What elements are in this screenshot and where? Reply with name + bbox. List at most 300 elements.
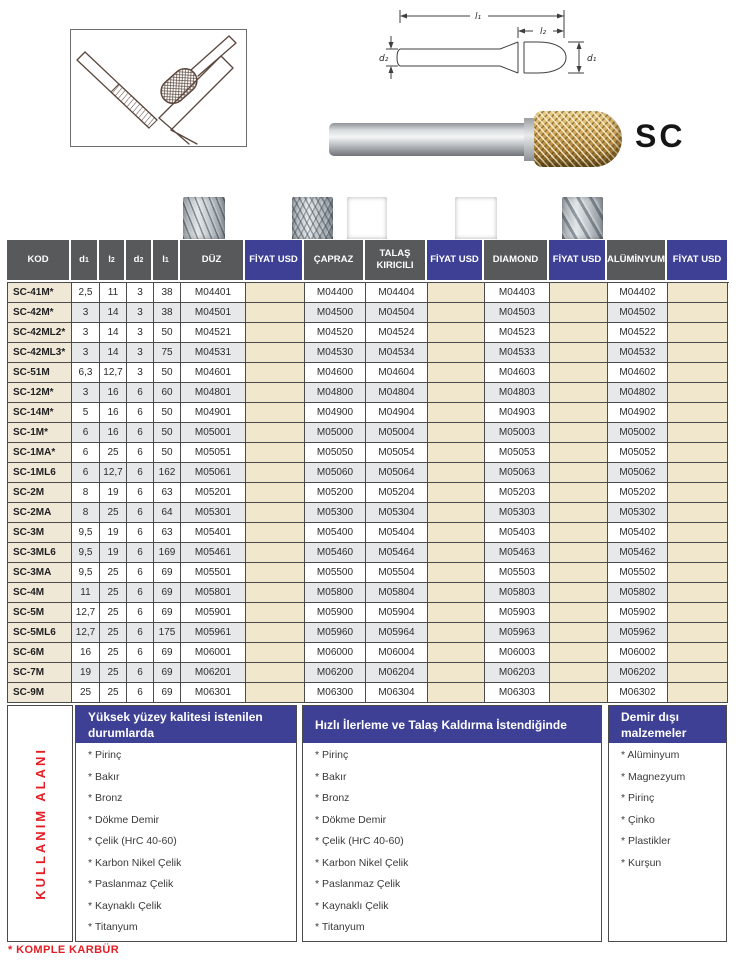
cell-fiyat-aluminyum [668, 623, 728, 643]
cell-talas-kiricili: M04604 [366, 363, 428, 383]
cell-capraz: M05460 [305, 543, 366, 563]
cell-fiyat-diamond [550, 663, 608, 683]
usage-item: * Dökme Demir [88, 813, 160, 826]
cell-talas-kiricili: M04404 [366, 283, 428, 303]
cell-duz: M05061 [181, 463, 246, 483]
cell-diamond: M05203 [485, 483, 550, 503]
cell-d1: 3 [72, 343, 100, 363]
cell-d2: 6 [127, 663, 154, 683]
cell-diamond: M05963 [485, 623, 550, 643]
dim-label-l2: l₂ [539, 27, 547, 37]
cell-fiyat-duz [246, 623, 305, 643]
cell-talas-kiricili: M05804 [366, 583, 428, 603]
cell-fiyat-duz [246, 363, 305, 383]
diamond-cut-photo [455, 197, 497, 239]
column-header-capraz: ÇAPRAZ [304, 240, 365, 280]
cell-talas-kiricili: M04804 [366, 383, 428, 403]
cell-diamond: M04903 [485, 403, 550, 423]
cell-aluminyum: M05902 [608, 603, 668, 623]
cell-fiyat-duz [246, 463, 305, 483]
cell-fiyat-duz [246, 583, 305, 603]
cell-kod: SC-7M [8, 663, 72, 683]
cell-diamond: M05403 [485, 523, 550, 543]
cell-l2: 12,7 [100, 463, 127, 483]
cell-fiyat-aluminyum [668, 563, 728, 583]
cell-l1: 63 [154, 523, 181, 543]
usage-item: * Paslanmaz Çelik [88, 878, 174, 890]
usage-item: * Çinko [621, 813, 655, 826]
cell-talas-kiricili: M05204 [366, 483, 428, 503]
cell-aluminyum: M05802 [608, 583, 668, 603]
cell-d2: 6 [127, 603, 154, 623]
cell-fiyat-diamond [550, 463, 608, 483]
cell-fiyat-aluminyum [668, 383, 728, 403]
cell-fiyat-diamond [550, 363, 608, 383]
cell-l1: 63 [154, 483, 181, 503]
usage-column-title: Yüksek yüzey kalitesi istenilen durumlarda [76, 706, 296, 743]
footnote: * KOMPLE KARBÜR [8, 944, 120, 956]
cell-diamond: M04803 [485, 383, 550, 403]
cell-duz: M04501 [181, 303, 246, 323]
cell-kod: SC-2MA [8, 503, 72, 523]
column-header-aluminyum: ALÜMİNYUM [607, 240, 667, 280]
cell-fiyat-duz [246, 283, 305, 303]
product-table [7, 240, 729, 703]
usage-item: * Kaynaklı Çelik [88, 899, 162, 912]
cell-fiyat-diamond [550, 323, 608, 343]
cell-d1: 3 [72, 383, 100, 403]
talas-kiricili-cut-photo [347, 197, 387, 239]
cell-fiyat-capraz [428, 303, 485, 323]
usage-item: * Çelik (HrC 40-60) [315, 835, 404, 847]
cell-talas-kiricili: M05964 [366, 623, 428, 643]
cell-kod: SC-3MA [8, 563, 72, 583]
cell-fiyat-diamond [550, 303, 608, 323]
cell-d2: 6 [127, 483, 154, 503]
cell-d1: 2,5 [72, 283, 100, 303]
cell-duz: M04401 [181, 283, 246, 303]
usage-column-fast-removal [302, 705, 602, 942]
cell-aluminyum: M04802 [608, 383, 668, 403]
cell-duz: M06201 [181, 663, 246, 683]
cell-aluminyum: M06302 [608, 683, 668, 703]
cell-fiyat-aluminyum [668, 423, 728, 443]
cell-duz: M05901 [181, 603, 246, 623]
cell-fiyat-aluminyum [668, 483, 728, 503]
cell-fiyat-diamond [550, 523, 608, 543]
cell-aluminyum: M04902 [608, 403, 668, 423]
cell-duz: M04801 [181, 383, 246, 403]
usage-item: * Bakır [315, 770, 347, 783]
cell-fiyat-diamond [550, 543, 608, 563]
cell-d1: 3 [72, 323, 100, 343]
cell-capraz: M05960 [305, 623, 366, 643]
cell-capraz: M04500 [305, 303, 366, 323]
cell-diamond: M05803 [485, 583, 550, 603]
cell-fiyat-duz [246, 523, 305, 543]
usage-column-title: Hızlı İlerleme ve Talaş Kaldırma İstendiğinde [303, 706, 601, 743]
cell-kod: SC-1ML6 [8, 463, 72, 483]
cell-fiyat-diamond [550, 643, 608, 663]
usage-item: * Karbon Nikel Çelik [88, 856, 182, 869]
cell-d1: 25 [72, 683, 100, 703]
cell-d1: 6 [72, 423, 100, 443]
cell-duz: M05001 [181, 423, 246, 443]
cell-capraz: M05400 [305, 523, 366, 543]
column-header-l2: l 2 [99, 240, 126, 280]
cell-kod: SC-42ML2* [8, 323, 72, 343]
cell-d2: 6 [127, 443, 154, 463]
cell-talas-kiricili: M06004 [366, 643, 428, 663]
cell-d2: 6 [127, 543, 154, 563]
cell-d2: 3 [127, 343, 154, 363]
usage-column-title: Demir dışı malzemeler [609, 706, 726, 743]
cell-aluminyum: M06002 [608, 643, 668, 663]
usage-list [303, 743, 601, 934]
cell-d2: 3 [127, 363, 154, 383]
cell-fiyat-duz [246, 423, 305, 443]
cell-fiyat-aluminyum [668, 523, 728, 543]
column-header-fiyat-duz: FİYAT USD [245, 240, 304, 280]
cell-diamond: M04503 [485, 303, 550, 323]
cell-fiyat-capraz [428, 383, 485, 403]
cell-diamond: M04523 [485, 323, 550, 343]
cell-talas-kiricili: M04904 [366, 403, 428, 423]
cell-d2: 3 [127, 303, 154, 323]
cell-aluminyum: M04532 [608, 343, 668, 363]
cell-l1: 169 [154, 543, 181, 563]
cell-kod: SC-42M* [8, 303, 72, 323]
cell-aluminyum: M05202 [608, 483, 668, 503]
cell-capraz: M04600 [305, 363, 366, 383]
cell-fiyat-duz [246, 603, 305, 623]
cell-d2: 6 [127, 403, 154, 423]
cell-d1: 6,3 [72, 363, 100, 383]
cell-fiyat-diamond [550, 683, 608, 703]
cell-l2: 14 [100, 343, 127, 363]
cell-kod: SC-3M [8, 523, 72, 543]
cell-fiyat-capraz [428, 463, 485, 483]
cell-fiyat-diamond [550, 383, 608, 403]
cell-d2: 6 [127, 523, 154, 543]
usage-column-surface-quality [75, 705, 297, 942]
cell-capraz: M05300 [305, 503, 366, 523]
cell-talas-kiricili: M05054 [366, 443, 428, 463]
cell-l1: 69 [154, 603, 181, 623]
cell-fiyat-diamond [550, 423, 608, 443]
cell-d1: 6 [72, 463, 100, 483]
product-code-label: SC [635, 118, 686, 154]
cell-d2: 6 [127, 423, 154, 443]
table-body [7, 282, 729, 703]
cell-d1: 16 [72, 643, 100, 663]
dim-label-d2: d₂ [379, 54, 389, 64]
cell-aluminyum: M05302 [608, 503, 668, 523]
cell-d1: 19 [72, 663, 100, 683]
cell-fiyat-diamond [550, 583, 608, 603]
cell-fiyat-capraz [428, 343, 485, 363]
column-header-fiyat-diamond: FİYAT USD [549, 240, 607, 280]
column-header-duz: DÜZ [180, 240, 245, 280]
cell-aluminyum: M05462 [608, 543, 668, 563]
cell-capraz: M04520 [305, 323, 366, 343]
cell-aluminyum: M06202 [608, 663, 668, 683]
cell-l1: 60 [154, 383, 181, 403]
table-header-row [7, 240, 729, 280]
cell-diamond: M06203 [485, 663, 550, 683]
cell-fiyat-diamond [550, 443, 608, 463]
usage-item: * Pirinç [621, 792, 655, 804]
cell-l1: 69 [154, 563, 181, 583]
cell-fiyat-aluminyum [668, 343, 728, 363]
cell-fiyat-aluminyum [668, 283, 728, 303]
cell-capraz: M05500 [305, 563, 366, 583]
column-header-fiyat-aluminyum: FİYAT USD [667, 240, 727, 280]
cell-fiyat-aluminyum [668, 683, 728, 703]
cell-d1: 11 [72, 583, 100, 603]
cell-l1: 38 [154, 283, 181, 303]
usage-column-non-ferrous [608, 705, 727, 942]
cell-d1: 8 [72, 483, 100, 503]
cell-fiyat-capraz [428, 643, 485, 663]
cell-diamond: M04403 [485, 283, 550, 303]
cell-d2: 3 [127, 323, 154, 343]
cell-diamond: M04533 [485, 343, 550, 363]
cell-duz: M04521 [181, 323, 246, 343]
cell-fiyat-duz [246, 343, 305, 363]
cell-fiyat-capraz [428, 363, 485, 383]
cell-d1: 9,5 [72, 543, 100, 563]
usage-item: * Karbon Nikel Çelik [315, 856, 409, 869]
cell-d1: 12,7 [72, 603, 100, 623]
cell-d2: 3 [127, 283, 154, 303]
cell-d1: 3 [72, 303, 100, 323]
cell-fiyat-capraz [428, 683, 485, 703]
cell-talas-kiricili: M04534 [366, 343, 428, 363]
cell-diamond: M04603 [485, 363, 550, 383]
cell-l1: 38 [154, 303, 181, 323]
cell-fiyat-duz [246, 383, 305, 403]
cell-fiyat-duz [246, 403, 305, 423]
cell-kod: SC-3ML6 [8, 543, 72, 563]
cell-aluminyum: M04502 [608, 303, 668, 323]
cell-fiyat-capraz [428, 423, 485, 443]
cell-l1: 69 [154, 683, 181, 703]
cell-talas-kiricili: M06304 [366, 683, 428, 703]
column-header-l1: l 1 [153, 240, 180, 280]
cell-capraz: M06300 [305, 683, 366, 703]
cell-fiyat-duz [246, 563, 305, 583]
cell-fiyat-capraz [428, 583, 485, 603]
cell-fiyat-duz [246, 323, 305, 343]
cell-l2: 14 [100, 323, 127, 343]
cell-kod: SC-41M* [8, 283, 72, 303]
cell-fiyat-capraz [428, 503, 485, 523]
cell-l2: 16 [100, 403, 127, 423]
cell-l1: 50 [154, 403, 181, 423]
cell-l2: 16 [100, 383, 127, 403]
cell-d1: 8 [72, 503, 100, 523]
usage-item: * Titanyum [315, 921, 365, 933]
cell-fiyat-capraz [428, 543, 485, 563]
cell-d1: 9,5 [72, 563, 100, 583]
cell-talas-kiricili: M04504 [366, 303, 428, 323]
cell-d1: 6 [72, 443, 100, 463]
cell-kod: SC-12M* [8, 383, 72, 403]
cell-capraz: M04900 [305, 403, 366, 423]
usage-item: * Paslanmaz Çelik [315, 878, 401, 890]
cell-aluminyum: M04602 [608, 363, 668, 383]
cell-l2: 19 [100, 543, 127, 563]
capraz-cut-photo [292, 197, 333, 239]
cell-fiyat-duz [246, 663, 305, 683]
cell-kod: SC-42ML3* [8, 343, 72, 363]
usage-item: * Bronz [315, 792, 350, 804]
cell-diamond: M05053 [485, 443, 550, 463]
cell-talas-kiricili: M05064 [366, 463, 428, 483]
usage-item: * Çelik (HrC 40-60) [88, 835, 177, 847]
cell-d2: 6 [127, 683, 154, 703]
cell-talas-kiricili: M06204 [366, 663, 428, 683]
cell-d1: 9,5 [72, 523, 100, 543]
cell-l2: 25 [100, 623, 127, 643]
cell-duz: M05301 [181, 503, 246, 523]
cell-kod: SC-5ML6 [8, 623, 72, 643]
cell-fiyat-capraz [428, 623, 485, 643]
cell-l2: 25 [100, 563, 127, 583]
cell-kod: SC-4M [8, 583, 72, 603]
cell-l2: 11 [100, 283, 127, 303]
usage-item: * Plastikler [621, 835, 671, 847]
cell-fiyat-diamond [550, 503, 608, 523]
cell-capraz: M04530 [305, 343, 366, 363]
cell-talas-kiricili: M05504 [366, 563, 428, 583]
cell-l1: 69 [154, 643, 181, 663]
usage-item: * Pirinç [315, 749, 349, 761]
cell-l2: 25 [100, 603, 127, 623]
usage-item: * Kurşun [621, 856, 662, 869]
cell-l1: 75 [154, 343, 181, 363]
cell-diamond: M05063 [485, 463, 550, 483]
cell-fiyat-aluminyum [668, 463, 728, 483]
cell-l2: 25 [100, 683, 127, 703]
duz-cut-photo [183, 197, 225, 239]
cell-l2: 19 [100, 483, 127, 503]
dim-label-l1: l₁ [474, 12, 482, 22]
cell-fiyat-capraz [428, 603, 485, 623]
burr-in-use-drawing [71, 30, 245, 145]
cell-aluminyum: M05002 [608, 423, 668, 443]
column-header-fiyat-capraz: FİYAT USD [427, 240, 484, 280]
cell-kod: SC-1M* [8, 423, 72, 443]
cell-fiyat-aluminyum [668, 403, 728, 423]
cell-diamond: M05303 [485, 503, 550, 523]
cell-duz: M04531 [181, 343, 246, 363]
cell-fiyat-aluminyum [668, 303, 728, 323]
cell-kod: SC-9M [8, 683, 72, 703]
cell-aluminyum: M05962 [608, 623, 668, 643]
cell-fiyat-duz [246, 483, 305, 503]
cell-fiyat-diamond [550, 283, 608, 303]
cell-fiyat-diamond [550, 563, 608, 583]
usage-list [76, 743, 296, 934]
cell-l2: 25 [100, 583, 127, 603]
cell-fiyat-capraz [428, 443, 485, 463]
cell-capraz: M05200 [305, 483, 366, 503]
cell-capraz: M06000 [305, 643, 366, 663]
cell-duz: M06301 [181, 683, 246, 703]
usage-item: * Dökme Demir [315, 813, 387, 826]
product-photo [325, 104, 695, 170]
cell-capraz: M05000 [305, 423, 366, 443]
burr-head-photo [534, 111, 622, 167]
cell-diamond: M06003 [485, 643, 550, 663]
usage-item: * Magnezyum [621, 770, 686, 783]
cell-diamond: M06303 [485, 683, 550, 703]
cell-d2: 6 [127, 583, 154, 603]
cell-talas-kiricili: M05304 [366, 503, 428, 523]
cell-fiyat-capraz [428, 403, 485, 423]
cell-l1: 69 [154, 663, 181, 683]
cell-fiyat-capraz [428, 523, 485, 543]
cell-capraz: M04400 [305, 283, 366, 303]
cell-capraz: M05800 [305, 583, 366, 603]
cell-l2: 14 [100, 303, 127, 323]
cell-duz: M04901 [181, 403, 246, 423]
cell-aluminyum: M05402 [608, 523, 668, 543]
cell-d2: 6 [127, 563, 154, 583]
cell-l1: 69 [154, 583, 181, 603]
cell-kod: SC-2M [8, 483, 72, 503]
cell-fiyat-aluminyum [668, 603, 728, 623]
cell-l2: 25 [100, 643, 127, 663]
cell-l2: 16 [100, 423, 127, 443]
cell-aluminyum: M05062 [608, 463, 668, 483]
cell-l2: 19 [100, 523, 127, 543]
cell-kod: SC-1MA* [8, 443, 72, 463]
cell-d2: 6 [127, 623, 154, 643]
cell-kod: SC-5M [8, 603, 72, 623]
cell-duz: M05051 [181, 443, 246, 463]
cell-capraz: M05900 [305, 603, 366, 623]
cell-fiyat-aluminyum [668, 543, 728, 563]
cell-capraz: M06200 [305, 663, 366, 683]
cell-l2: 12,7 [100, 363, 127, 383]
cell-capraz: M04800 [305, 383, 366, 403]
cell-diamond: M05003 [485, 423, 550, 443]
dimension-diagram [378, 3, 658, 91]
cell-fiyat-duz [246, 303, 305, 323]
cell-fiyat-duz [246, 543, 305, 563]
cell-aluminyum: M05052 [608, 443, 668, 463]
cell-capraz: M05050 [305, 443, 366, 463]
cell-diamond: M05463 [485, 543, 550, 563]
cell-duz: M05401 [181, 523, 246, 543]
cell-fiyat-diamond [550, 403, 608, 423]
cell-fiyat-aluminyum [668, 663, 728, 683]
cell-fiyat-duz [246, 643, 305, 663]
cell-fiyat-diamond [550, 623, 608, 643]
cell-fiyat-capraz [428, 663, 485, 683]
cell-l1: 64 [154, 503, 181, 523]
usage-side-label: KULLANIM ALANI [32, 747, 48, 900]
usage-item: * Pirinç [88, 749, 122, 761]
cell-fiyat-capraz [428, 483, 485, 503]
cell-kod: SC-14M* [8, 403, 72, 423]
column-header-kod: KOD [7, 240, 71, 280]
cell-fiyat-aluminyum [668, 583, 728, 603]
cell-l1: 50 [154, 323, 181, 343]
